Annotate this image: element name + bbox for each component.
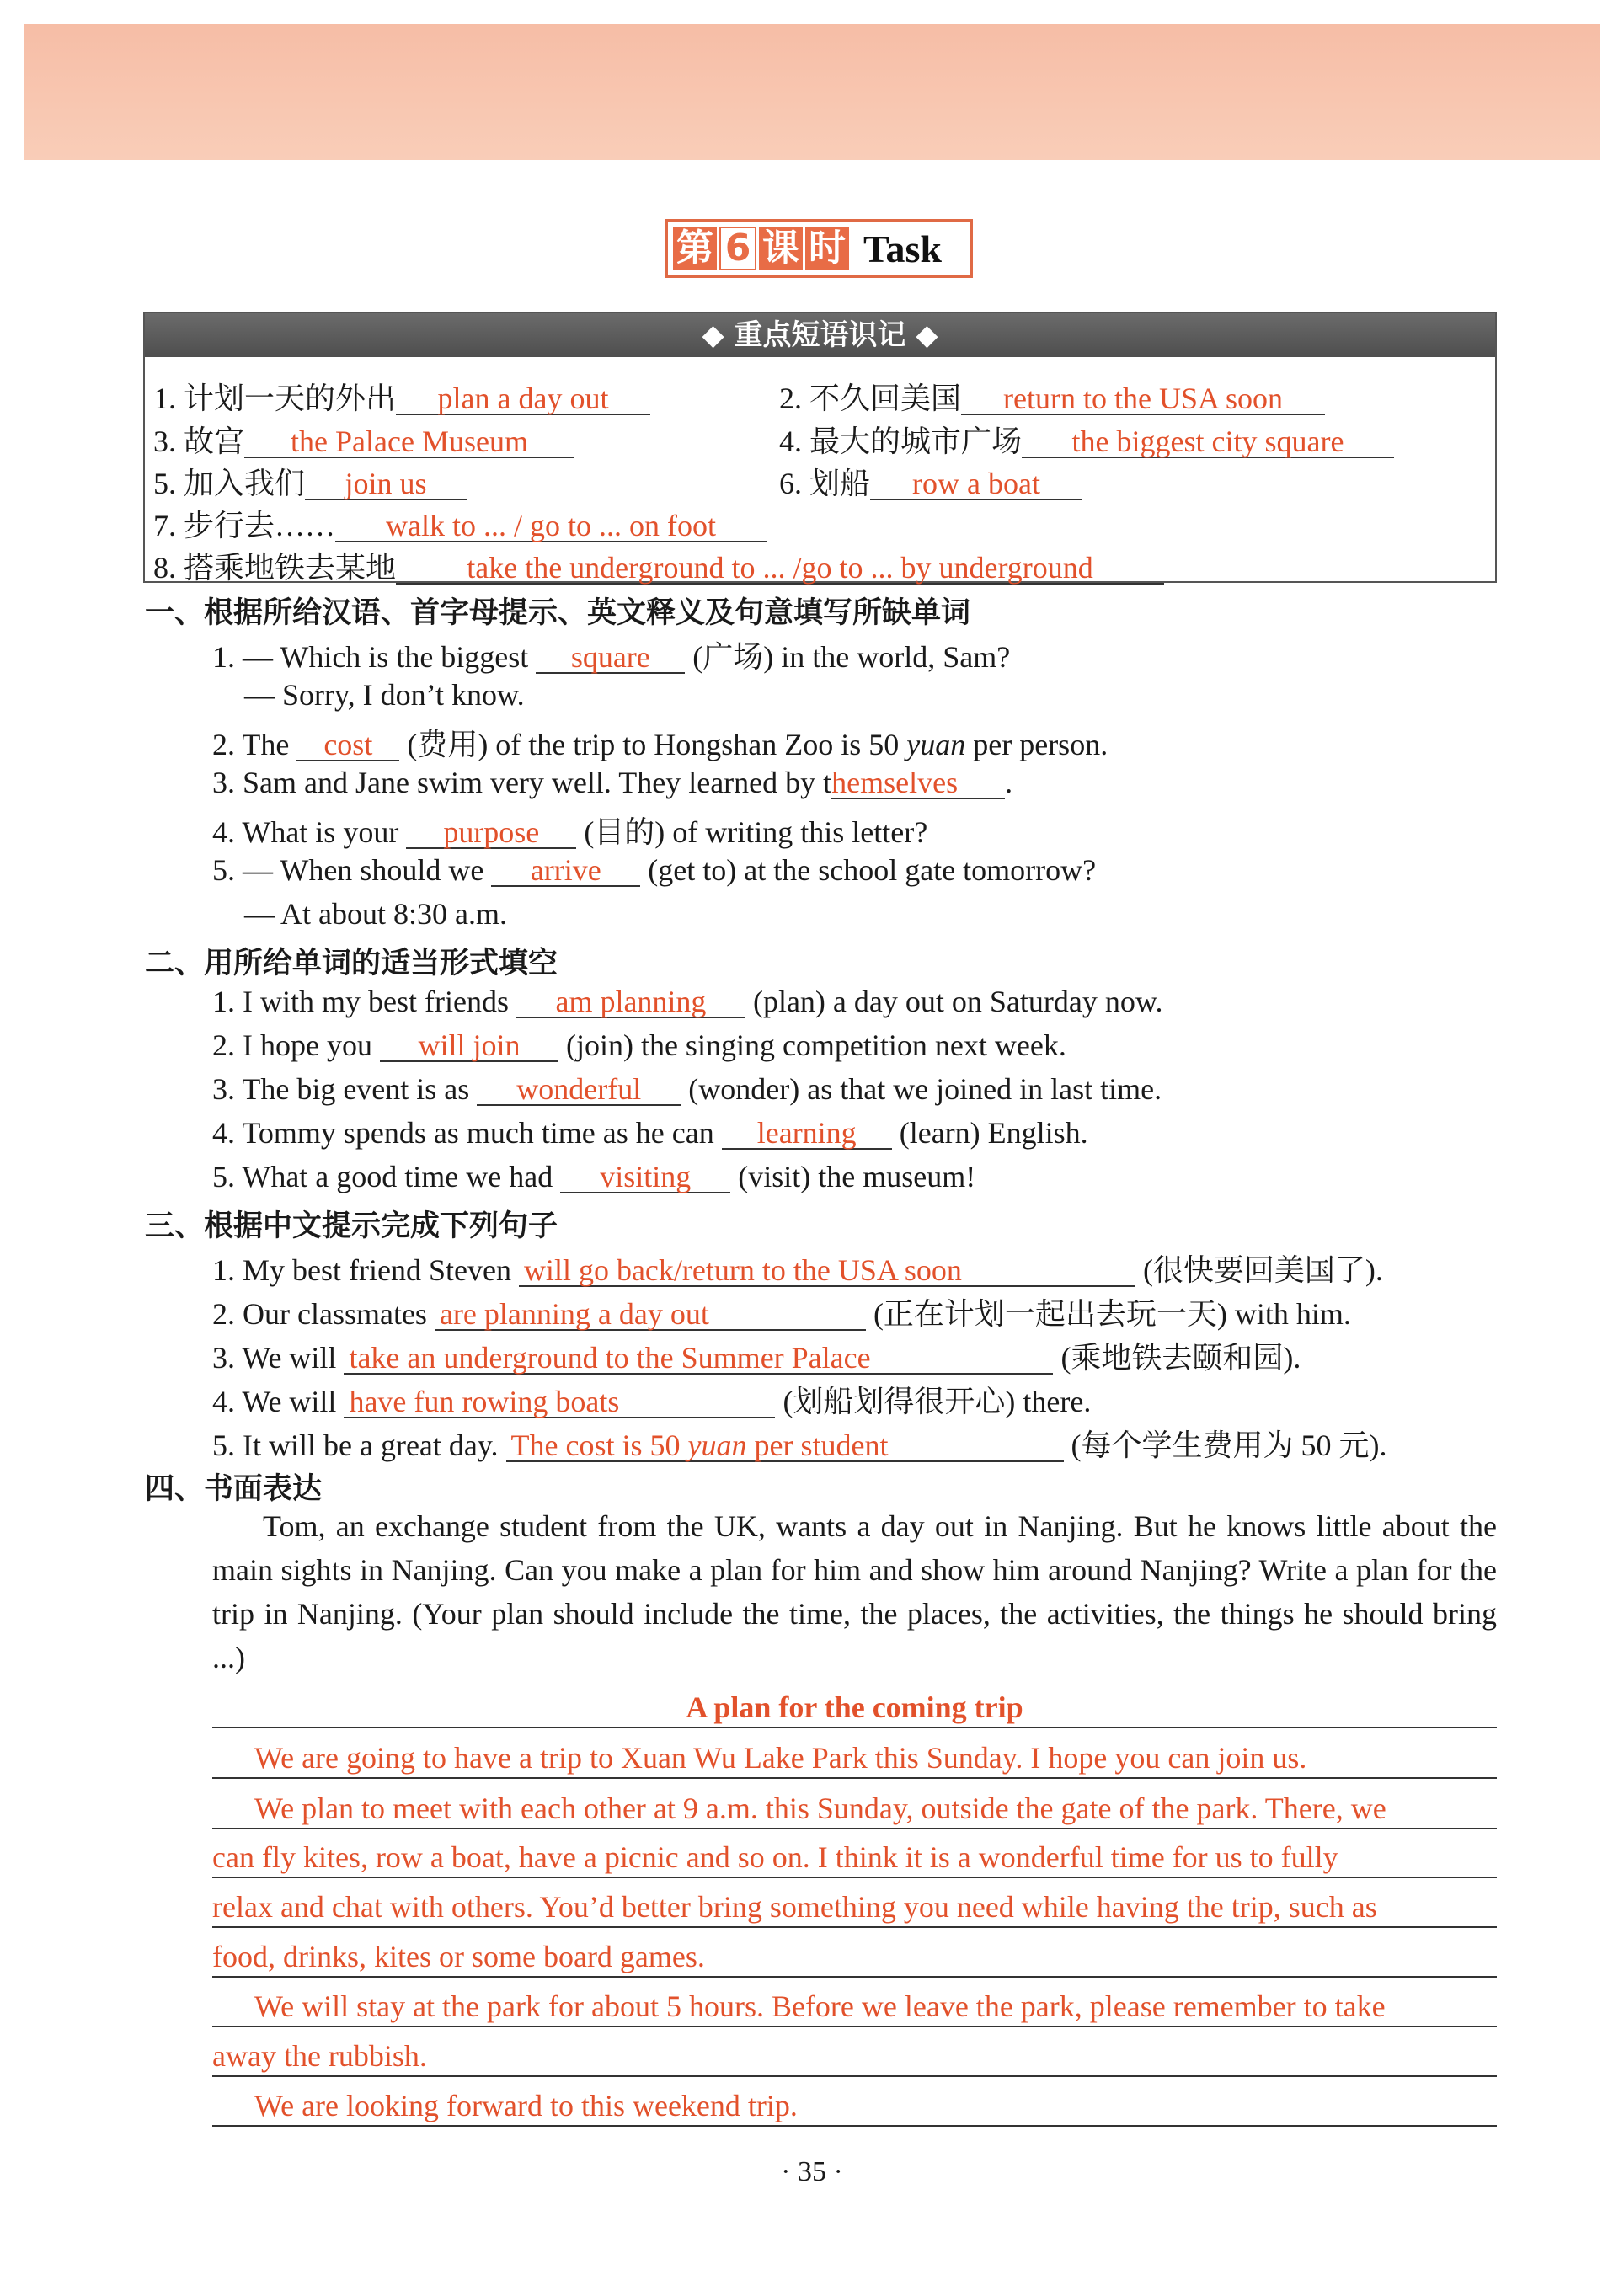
essay-line: We are looking forward to this weekend trip. xyxy=(254,2089,798,2122)
lesson-title xyxy=(665,219,973,278)
answer: will join xyxy=(380,1030,558,1062)
essay-line: food, drinks, kites or some board games. xyxy=(212,1940,705,1973)
phrase-item: 3. 故宫 the Palace Museum xyxy=(153,418,574,461)
essay-line: away the rubbish. xyxy=(212,2039,427,2073)
question: 3. The big event is as wonderful (wonder) as that we joined in last time. xyxy=(212,1072,1162,1106)
answer: walk to ... / go to ... on foot xyxy=(335,510,767,542)
question: — At about 8:30 a.m. xyxy=(244,897,507,931)
question: 5. It will be a great day. The cost is 50 yuan per student (每个学生费用为 50 元). xyxy=(212,1428,1387,1462)
writing-line xyxy=(212,2026,1497,2027)
answer: return to the USA soon xyxy=(961,383,1325,415)
lesson-word: Task xyxy=(863,227,942,270)
section-2-title: 二、用所给单词的适当形式填空 xyxy=(145,947,558,980)
answer: am planning xyxy=(516,986,745,1018)
essay-title: A plan for the coming trip xyxy=(686,1690,1023,1724)
question: 5. — When should we arrive (get to) at the school gate tomorrow? xyxy=(212,853,1097,887)
question: 4. Tommy spends as much time as he can learning (learn) English. xyxy=(212,1116,1088,1150)
answer: wonderful xyxy=(477,1074,681,1106)
section-4-title: 四、书面表达 xyxy=(145,1472,323,1506)
essay-line: We plan to meet with each other at 9 a.m. this Sunday, outside the gate of the park. There, we xyxy=(254,1791,1386,1825)
question: 1. My best friend Steven will go back/return to the USA soon (很快要回美国了). xyxy=(212,1253,1383,1287)
question: 2. I hope you will join (join) the singing competition next week. xyxy=(212,1028,1066,1062)
lesson-char: 课 xyxy=(759,227,803,270)
question: 4. We will have fun rowing boats (划船划得很开心) there. xyxy=(212,1385,1092,1418)
essay-line: can fly kites, row a boat, have a picnic and so on. I think it is a wonderful time for us to fully xyxy=(212,1840,1338,1874)
lesson-number: 6 xyxy=(719,227,756,270)
question: 1. — Which is the biggest square (广场) in the world, Sam? xyxy=(212,640,1011,674)
question: 1. I with my best friends am planning (plan) a day out on Saturday now. xyxy=(212,985,1163,1018)
question: 3. We will take an underground to the Summer Palace (乘地铁去颐和园). xyxy=(212,1341,1301,1375)
question: 2. The cost (费用) of the trip to Hongshan Zoo is 50 yuan per person. xyxy=(212,728,1108,761)
phrase-item: 8. 搭乘地铁去某地 take the underground to ... /go to ... by underground xyxy=(153,544,1164,587)
question: 3. Sam and Jane swim very well. They learned by themselves . xyxy=(212,766,1013,799)
essay-line: relax and chat with others. You’d better bring something you need while having the trip, such as xyxy=(212,1890,1377,1924)
phrase-item: 2. 不久回美国 return to the USA soon xyxy=(779,375,1325,418)
answer: plan a day out xyxy=(396,383,650,415)
answer: will go back/return to the USA soon xyxy=(519,1255,1135,1287)
writing-line xyxy=(212,1777,1497,1779)
answer: square xyxy=(536,642,685,674)
essay-line: We will stay at the park for about 5 hours. Before we leave the park, please remember to take xyxy=(254,1989,1386,2023)
lesson-char: 第 xyxy=(673,227,717,270)
question: 5. What a good time we had visiting (visit) the museum! xyxy=(212,1160,976,1193)
answer: take an underground to the Summer Palace xyxy=(344,1343,1053,1375)
lesson-char: 时 xyxy=(805,227,849,270)
writing-line xyxy=(212,1727,1497,1728)
answer: visiting xyxy=(560,1161,730,1193)
answer: the biggest city square xyxy=(1022,426,1394,458)
writing-line xyxy=(212,1976,1497,1978)
writing-line xyxy=(212,1926,1497,1928)
answer: cost xyxy=(296,729,399,761)
header-band xyxy=(24,24,1600,160)
answer: are planning a day out xyxy=(435,1299,866,1331)
answer: hemselves xyxy=(831,767,1005,799)
answer: have fun rowing boats xyxy=(344,1386,775,1418)
writing-line xyxy=(212,2125,1497,2127)
question: 4. What is your purpose (目的) of writing this letter? xyxy=(212,815,928,849)
phrase-item: 1. 计划一天的外出 plan a day out xyxy=(153,375,650,418)
answer: The cost is 50 yuan per student xyxy=(506,1430,1064,1462)
answer: arrive xyxy=(491,855,640,887)
page-number: · 35 · xyxy=(781,2156,843,2187)
answer: learning xyxy=(722,1118,892,1150)
phrase-item: 5. 加入我们 join us xyxy=(153,460,467,503)
question: 2. Our classmates are planning a day out (正在计划一起出去玩一天) with him. xyxy=(212,1297,1351,1331)
writing-line xyxy=(212,2075,1497,2077)
answer: join us xyxy=(305,468,467,500)
phrase-item: 7. 步行去…… walk to ... / go to ... on foot xyxy=(153,502,767,545)
answer: take the underground to ... /go to ... by underground xyxy=(396,553,1164,585)
key-phrases-heading: ◆ 重点短语识记 ◆ xyxy=(145,313,1495,357)
writing-line xyxy=(212,1877,1497,1878)
answer: row a boat xyxy=(870,468,1082,500)
writing-line xyxy=(212,1828,1497,1829)
phrase-item: 6. 划船 row a boat xyxy=(779,460,1082,503)
section-1-title: 一、根据所给汉语、首字母提示、英文释义及句意填写所缺单词 xyxy=(145,596,971,630)
essay-line: We are going to have a trip to Xuan Wu Lake Park this Sunday. I hope you can join us. xyxy=(254,1741,1307,1775)
answer: purpose xyxy=(406,817,576,849)
writing-prompt: Tom, an exchange student from the UK, wants a day out in Nanjing. But he knows little about the main sights in Nanjing. Can you make a plan for him and show him around Nanjing? Write a plan for the trip in Nanjing. (Your plan should include the time, the places, the activities, the things he should bring ...) xyxy=(212,1509,1497,1674)
section-3-title: 三、根据中文提示完成下列句子 xyxy=(145,1209,558,1243)
answer: the Palace Museum xyxy=(244,426,574,458)
phrase-item: 4. 最大的城市广场 the biggest city square xyxy=(779,418,1394,461)
question: — Sorry, I don’t know. xyxy=(244,678,525,712)
